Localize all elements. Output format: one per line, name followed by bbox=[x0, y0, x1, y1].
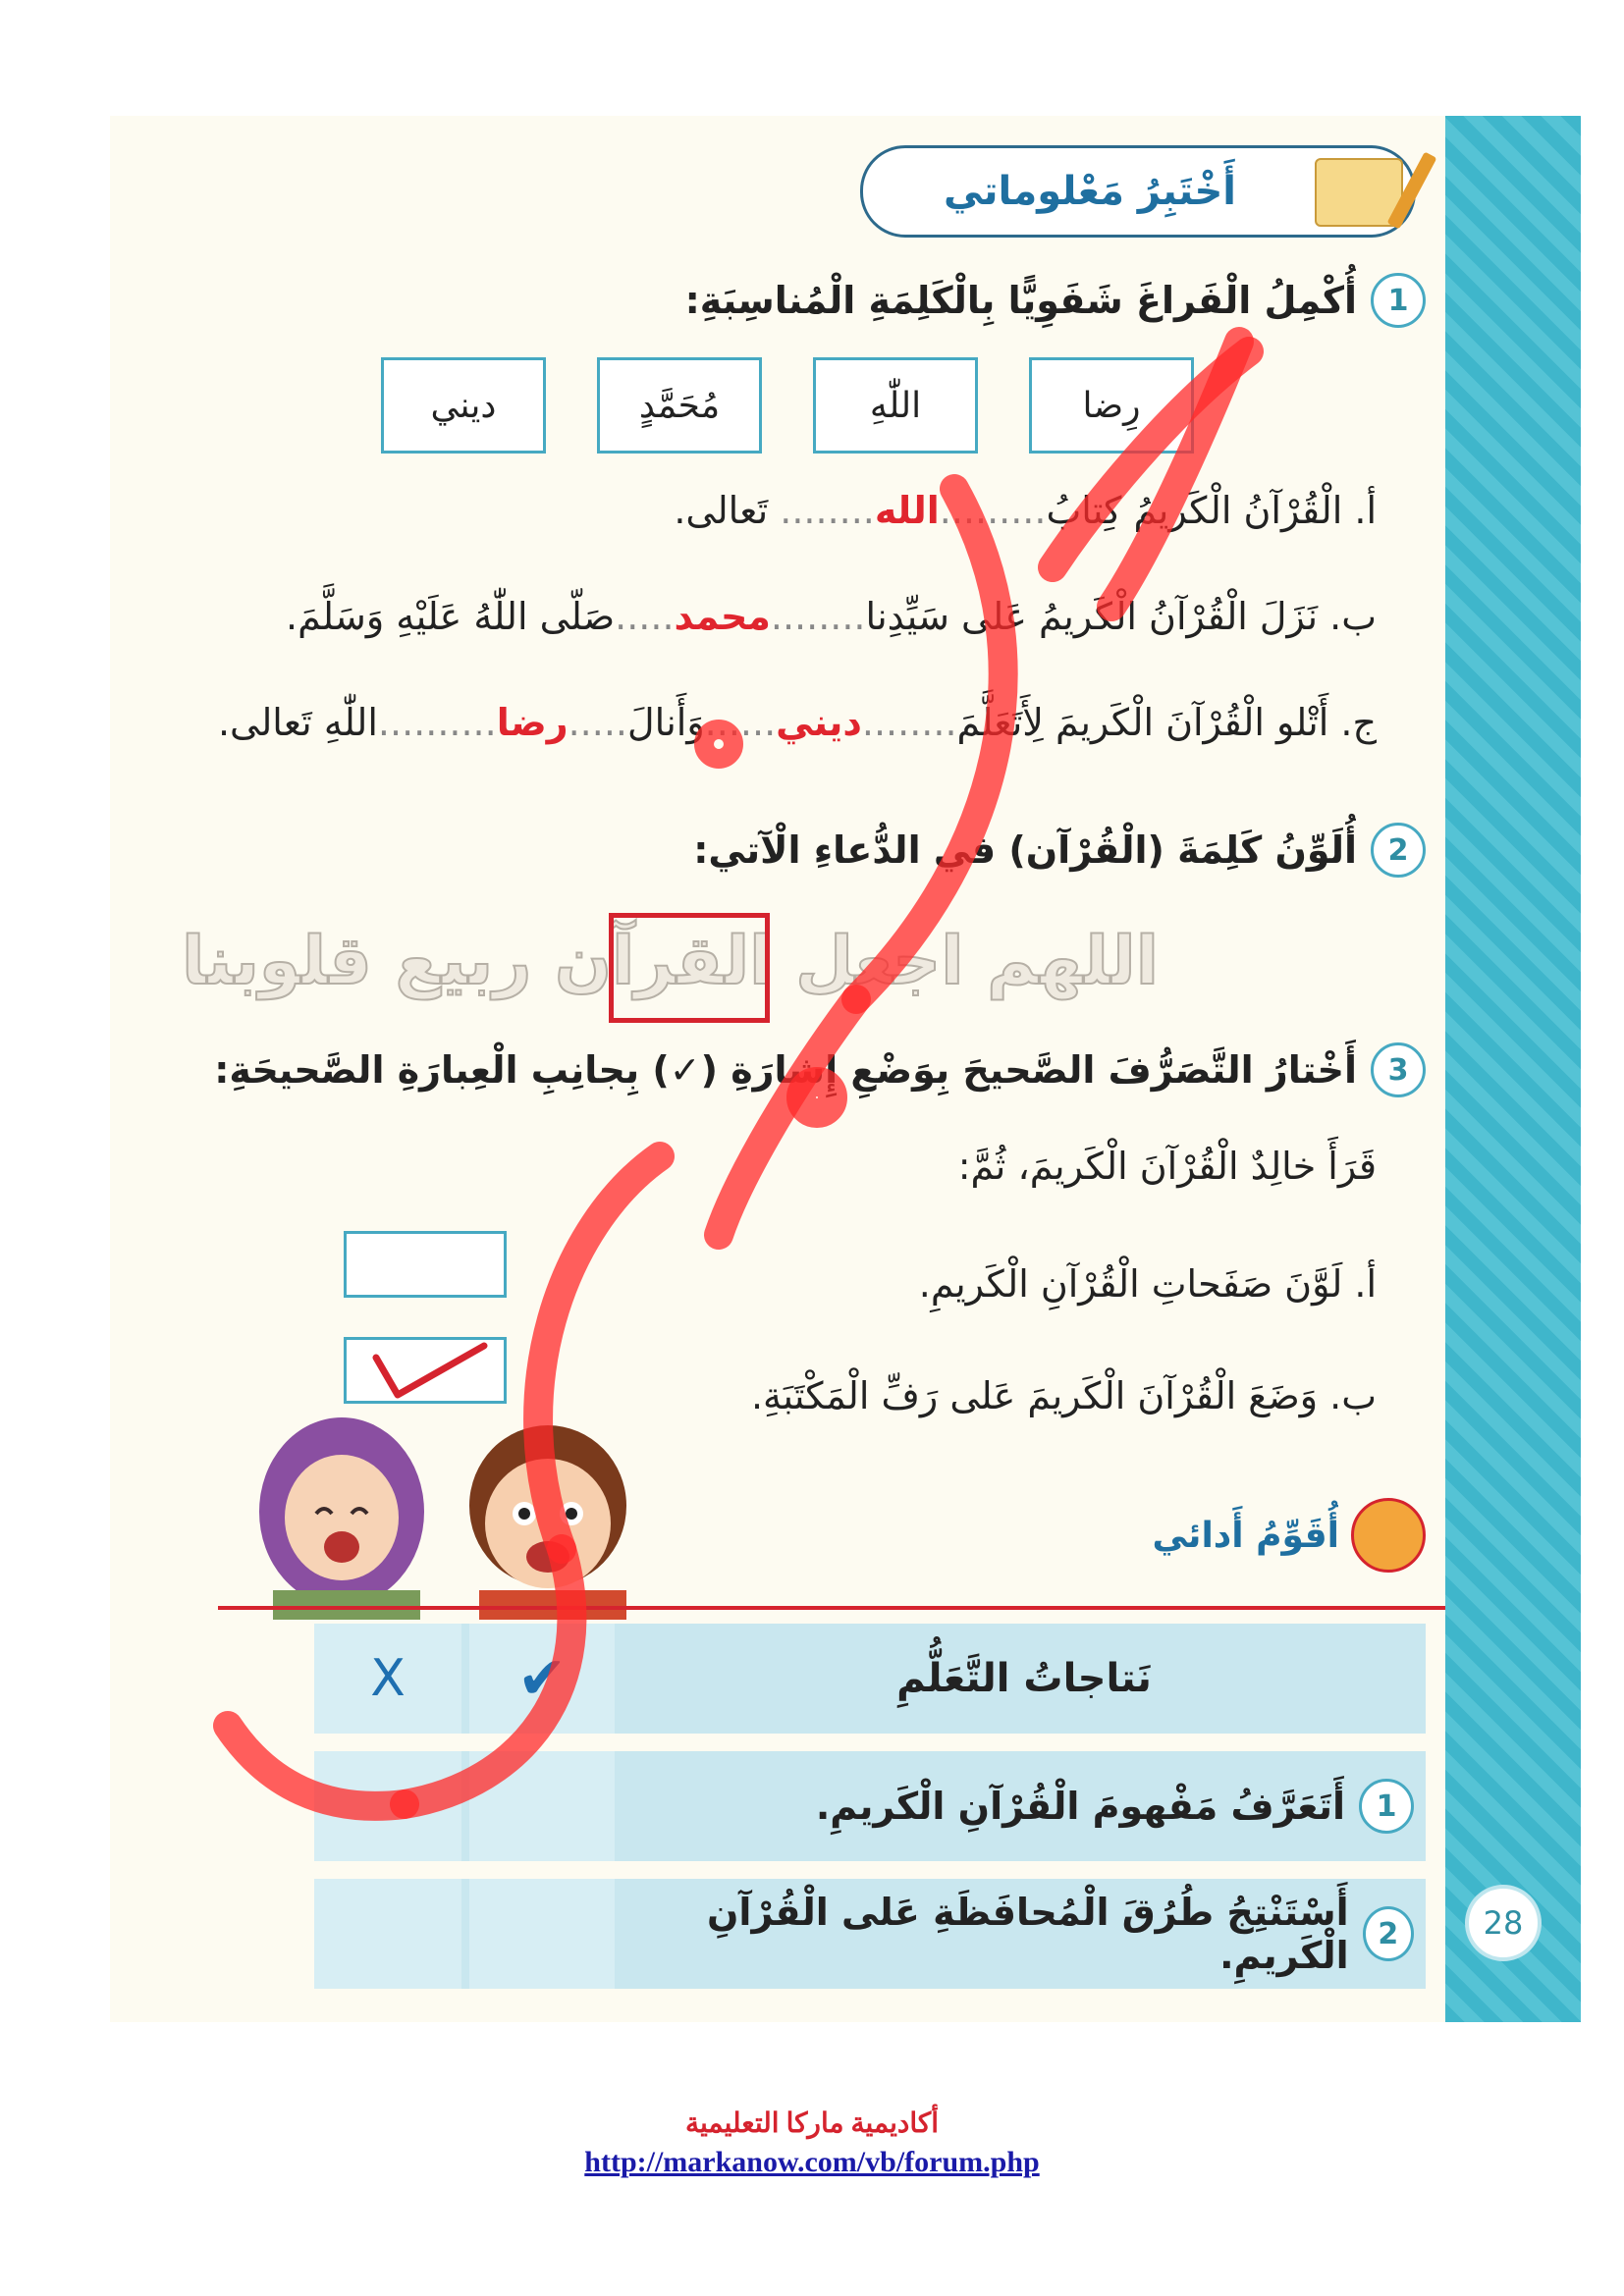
header-learning-outcomes: نَتاجاتُ التَّعَلُّمِ bbox=[623, 1624, 1426, 1734]
line-text: اللّٰهِ تَعالى. bbox=[217, 701, 378, 744]
section-title-banner bbox=[860, 145, 1416, 238]
outcome-text: أَسْتَنْتِجُ طُرُقَ الْمُحافَظَةِ عَلى الْقُرْآنِ الْكَريمِ. bbox=[707, 1891, 1349, 1977]
word-box: مُحَمَّدٍ bbox=[597, 357, 762, 454]
decorative-side-band bbox=[1445, 116, 1581, 2022]
pencil-mascot-icon bbox=[1351, 1498, 1426, 1573]
line-text: تَعالى. bbox=[674, 489, 769, 532]
answer-text: ديني bbox=[776, 701, 862, 744]
question-number: 3 bbox=[1371, 1042, 1426, 1097]
line-text: وَأَنالَ bbox=[627, 701, 705, 744]
word-box: اللّٰهِ bbox=[813, 357, 978, 454]
question-1 bbox=[685, 273, 1426, 328]
prayer-text: اللهم اجعل القرآن ربيع قلوبنا bbox=[182, 923, 1159, 1000]
question-3 bbox=[214, 1042, 1426, 1097]
option-b: ب. وَضَعَ الْقُرْآنَ الْكَريمَ عَلى رَفِّ الْمَكْتَبَةِ. bbox=[750, 1374, 1377, 1417]
question-number: 2 bbox=[1371, 823, 1426, 878]
question-prompt: أَخْتارُ التَّصَرُّفَ الصَّحيحَ بِوَضْعِ إِشارَةِ (✓) بِجانِبِ الْعِبارَةِ الصَّحيحَةِ: bbox=[214, 1048, 1357, 1092]
answer-text: الله bbox=[874, 489, 940, 532]
table-row bbox=[314, 1879, 1426, 1989]
section-title: أَخْتَبِرُ مَعْلوماتي bbox=[943, 169, 1236, 214]
performance-title-bar bbox=[1153, 1496, 1427, 1575]
question-prompt: أُكْمِلُ الْفَراغَ شَفَوِيًّا بِالْكَلِمَةِ الْمُناسِبَةِ: bbox=[684, 279, 1357, 322]
footer-academy-name: أكاديمية ماركا التعليمية bbox=[684, 2109, 940, 2139]
worksheet-page bbox=[110, 116, 1581, 2022]
question-3-intro: قَرَأَ خالِدٌ الْقُرْآنَ الْكَريمَ، ثُمَّ: bbox=[957, 1145, 1377, 1188]
x-icon: X bbox=[370, 1649, 406, 1708]
header-x-column bbox=[314, 1624, 461, 1734]
outcome-text: أَتَعَرَّفُ مَفْهومَ الْقُرْآنِ الْكَريمِ. bbox=[815, 1785, 1345, 1828]
option-a: أ. لَوَّنَ صَفَحاتِ الْقُرْآنِ الْكَريمِ. bbox=[918, 1262, 1377, 1306]
check-mark-icon bbox=[347, 1340, 504, 1401]
line-text: ج. أَتْلو الْقُرْآنَ الْكَريمَ لِأَتَعَلَّمَ bbox=[956, 701, 1377, 744]
question-2 bbox=[693, 823, 1426, 878]
header-check-column bbox=[469, 1624, 615, 1734]
outcome-cell bbox=[623, 1879, 1426, 1989]
question-number: 1 bbox=[1371, 273, 1426, 328]
option-b-checkbox[interactable] bbox=[344, 1337, 507, 1404]
footer-url-link[interactable]: http://markanow.com/vb/forum.php bbox=[584, 2146, 1040, 2178]
check-cell[interactable] bbox=[469, 1751, 615, 1861]
children-illustration bbox=[234, 1404, 676, 1620]
quran-word-highlight bbox=[609, 913, 770, 1023]
answer-text: محمد bbox=[674, 595, 771, 638]
check-icon: ✔ bbox=[516, 1644, 568, 1713]
outcome-number: 1 bbox=[1359, 1779, 1414, 1834]
option-a-checkbox[interactable] bbox=[344, 1231, 507, 1298]
fill-line-c: ج. أَتْلو الْقُرْآنَ الْكَريمَ لِأَتَعَلَّمَ........ديني......وَأَنالَ.....رضا..........اللّٰهِ تَعالى. bbox=[217, 701, 1377, 744]
word-box: رِضا bbox=[1029, 357, 1194, 454]
question-prompt: أُلَوِّنُ كَلِمَةَ (الْقُرْآن) في الدُّعاءِ الْآتي: bbox=[693, 828, 1357, 872]
table-header-row bbox=[314, 1624, 1426, 1734]
performance-title: أُقَوِّمُ أَدائي bbox=[1152, 1515, 1339, 1556]
outcome-number: 2 bbox=[1363, 1906, 1414, 1961]
outcome-cell bbox=[623, 1751, 1426, 1861]
line-text: ب. نَزَلَ الْقُرْآنُ الْكَريمُ عَلى سَيِّدِنا bbox=[865, 595, 1377, 638]
x-cell[interactable] bbox=[314, 1751, 461, 1861]
check-cell[interactable] bbox=[469, 1879, 615, 1989]
fill-line-a: أ. الْقُرْآنُ الْكَريمُ كِتابُ.........الله........ تَعالى. bbox=[674, 489, 1377, 532]
footer-url[interactable] bbox=[0, 2146, 1624, 2179]
page-number: 28 bbox=[1465, 1885, 1542, 1961]
answer-text: رضا bbox=[496, 701, 568, 744]
fill-line-b: ب. نَزَلَ الْقُرْآنُ الْكَريمُ عَلى سَيِّدِنا........محمد.....صَلّى اللّٰهُ عَلَيْهِ وَسَلَّمَ. bbox=[286, 595, 1377, 638]
line-text: صَلّى اللّٰهُ عَلَيْهِ وَسَلَّمَ. bbox=[286, 595, 616, 638]
worksheet-content bbox=[110, 116, 1445, 2022]
table-row bbox=[314, 1751, 1426, 1861]
line-text: أ. الْقُرْآنُ الْكَريمُ كِتابُ bbox=[1046, 489, 1377, 532]
divider bbox=[218, 1606, 1445, 1610]
word-box: ديني bbox=[381, 357, 546, 454]
x-cell[interactable] bbox=[314, 1879, 461, 1989]
